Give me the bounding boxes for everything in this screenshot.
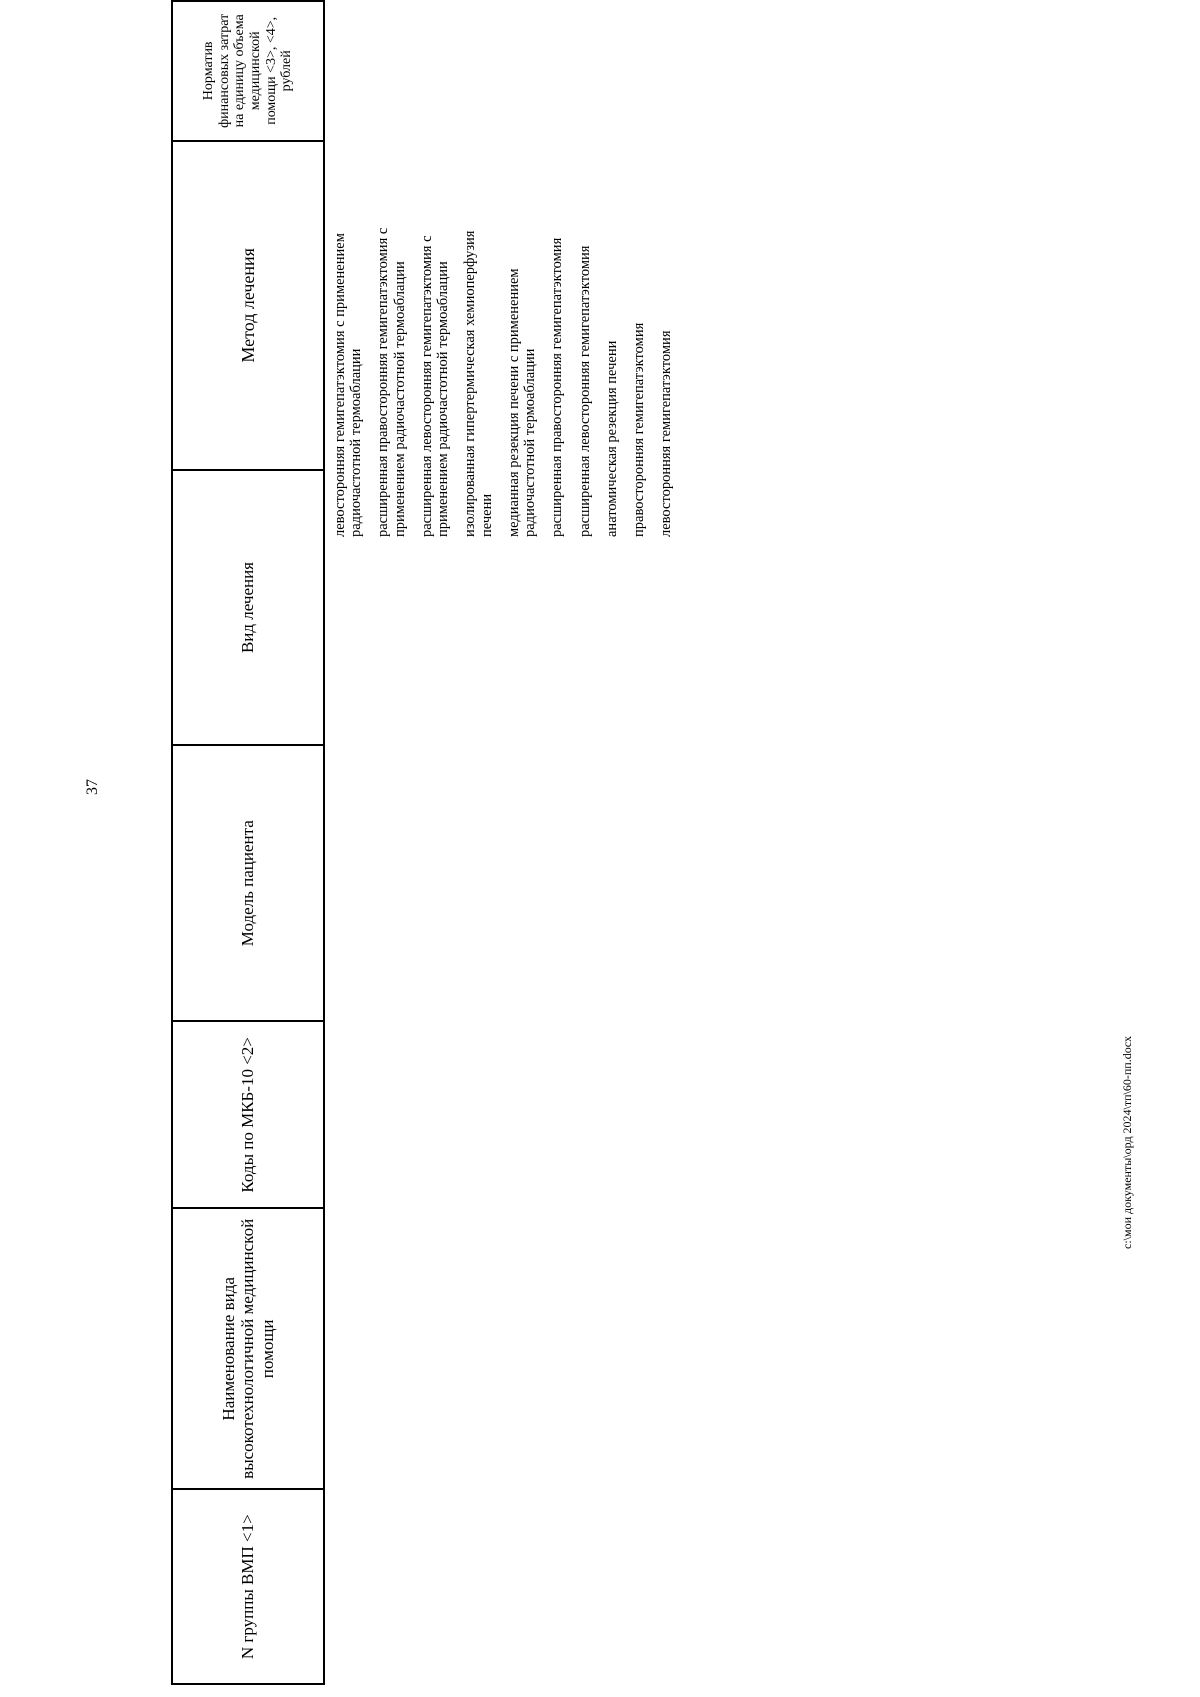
footer-file-path: c:\мои документы\орд 2024\тп\60-пп.docx bbox=[1120, 1035, 1134, 1249]
header-treatment-type: Вид лечения bbox=[172, 470, 324, 745]
list-item: расширенная левосторонняя гемигепатэктомия с применением радиочастотной термоаблации bbox=[418, 235, 452, 537]
header-icd-codes: Коды по МКБ-10 <2> bbox=[172, 1021, 324, 1208]
vmp-table bbox=[171, 0, 325, 1685]
treatment-methods-list bbox=[332, 197, 686, 537]
page-number: 37 bbox=[84, 779, 101, 795]
list-item: расширенная левосторонняя гемигепатэктомия bbox=[576, 245, 593, 537]
table-header-row bbox=[172, 1, 324, 1684]
list-item: правосторонняя гемигепатэктомия bbox=[631, 322, 648, 537]
header-treatment-method: Метод лечения bbox=[172, 141, 324, 470]
list-item: изолированная гипертермическая хемиоперфузия печени bbox=[462, 230, 495, 537]
header-group-number: N группы ВМП <1> bbox=[172, 1489, 324, 1684]
list-item: левосторонняя гемигепатэктомия bbox=[658, 330, 675, 537]
list-item: расширенная правосторонняя гемигепатэктомия с применением радиочастотной термоаблации bbox=[375, 227, 408, 537]
list-item: расширенная правосторонняя гемигепатэктомия bbox=[549, 237, 566, 537]
header-patient-model: Модель пациента bbox=[172, 745, 324, 1022]
list-item: левосторонняя гемигепатэктомия с применением радиочастотной термоаблации bbox=[332, 233, 365, 537]
list-item: анатомическая резекция печени bbox=[603, 340, 620, 537]
list-item: медианная резекция печени с применением радиочастотной термоаблации bbox=[505, 268, 539, 537]
header-vmp-name: Наименование вида высокотехнологичной медицинской помощи bbox=[172, 1208, 324, 1489]
header-financial-norm: Норматив финансовых затрат на единицу объема медицинской помощи <3>, <4>, рублей bbox=[172, 1, 324, 141]
